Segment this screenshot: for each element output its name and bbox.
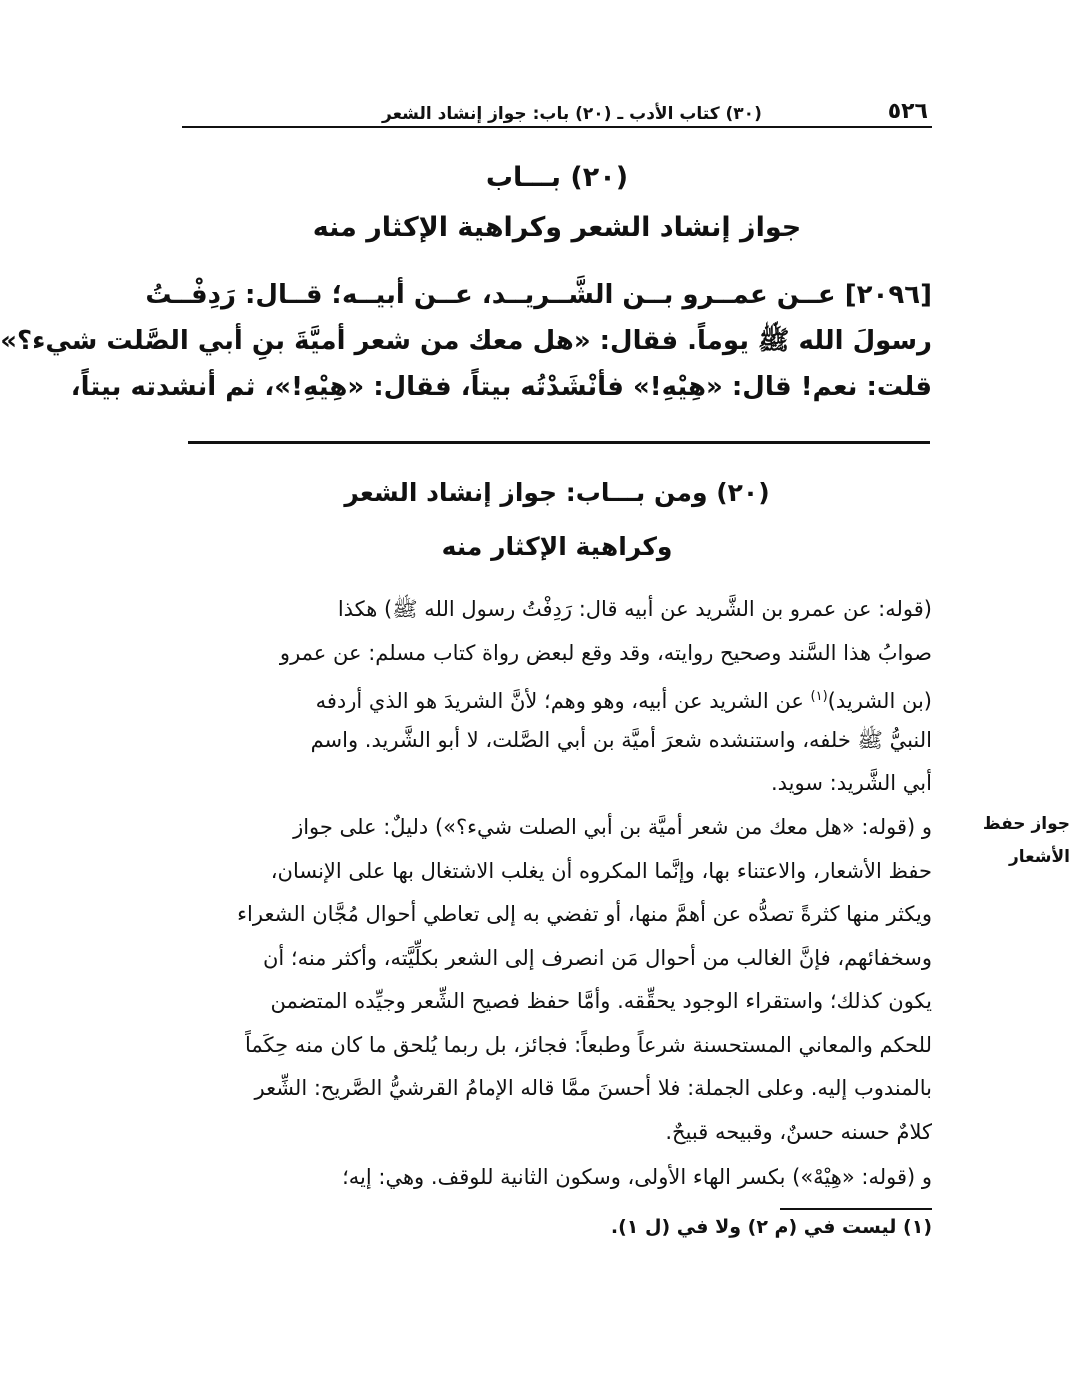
commentary-line: و (قوله: «هِيْهْ») بكسر الهاء الأولى، وسكون الثانية للوقف. وهي: إيه؛ [342,1165,932,1189]
hadith-line: رسولَ الله ﷺ يوماً. فقال: «هل معك من شعر أميَّةَ بنِ أبي الصَّلت شيء؟» [0,326,932,356]
hadith-line: [٢٠٩٦] عــن عمــرو بــن الشَّــريــد، عــن أبيــه؛ قــال: رَدِفْــتُ [145,280,932,310]
footnote: (١) ليست في (م ٢) ولا في (ل ١). [610,1216,932,1238]
hadith-text [0,272,932,410]
commentary-line [182,675,932,719]
section-separator [188,441,930,444]
commentary-line: النبيُّ ﷺ خلفه، واستنشده شعرَ أميَّة بن أبي الصَّلت، لا أبو الشَّريد. واسم [310,727,932,752]
chapter-heading-title: جواز إنشاد الشعر وكراهية الإكثار منه [312,212,802,243]
footnote-rule [780,1208,932,1210]
commentary-subheading: وكراهية الإكثار منه [441,532,673,561]
commentary-paragraph-2 [182,806,932,1154]
commentary-line: أبي الشَّريد: سويد. [770,771,932,795]
footnote-reference: (١) [810,689,828,704]
commentary-line: و (قوله: «هل معك من شعر أميَّة بن أبي الصلت شيء؟») دليلٌ: على جواز [293,815,932,839]
hadith-line: قلت: نعم! قال: «هِيْهِ!» فأنْشَدْتُه بيتاً، فقال: «هِيْهِ!»، ثم أنشدته بيتاً، [70,372,932,402]
commentary-line: وسخفائهم، فإنَّ الغالب من أحوال مَن انصرف إلى الشعر بكلِّيَّته، وأكثر منه؛ أن [262,945,932,970]
commentary-line: صوابُ هذا السَّند وصحيح روايته، وقد وقع لبعض رواة كتاب مسلم: عن عمرو [279,640,932,665]
commentary-line: (قوله: عن عمرو بن الشَّريد عن أبيه قال: رَدِفْتُ رسول الله ﷺ) هكذا [337,597,932,621]
commentary-line: بالمندوب إليه. وعلى الجملة: فلا أحسنَ ممَّا قاله الإمامُ القرشيُّ الصَّريح: الشِّعر [254,1076,932,1100]
commentary-line-end: عن الشريد عن أبيه، وهو وهم؛ لأنَّ الشريدَ هو الذي أردفه [315,689,811,713]
commentary-paragraph-3 [182,1156,932,1200]
commentary-line: للحكم والمعاني المستحسنة شرعاً وطبعاً: فجائز، بل ربما يُلحق ما كان منه حِكَماً [245,1032,932,1057]
commentary-paragraph-1 [182,588,932,806]
page-number: ٥٢٦ [887,99,928,124]
margin-note [960,808,1070,874]
commentary-line: حفظ الأشعار، والاعتناء بها، وإنَّما المكروه أن يغلب الاشتغال بها على الإنسان، [270,858,932,883]
running-header [182,96,932,128]
commentary-line-start: (بن الشريد) [827,689,932,713]
commentary-line: ويكثر منها كثرةً تصدُّه عن أهمَّ منها، أو تفضي به إلى تعاطي أحوال مُجَّان الشعراء [237,902,932,926]
running-title: (٣٠) كتاب الأدب ـ (٢٠) باب: جواز إنشاد الشعر [382,104,762,124]
commentary-line: كلامٌ حسنه حسنٌ، وقبيحه قبيحٌ. [665,1119,932,1144]
commentary-heading: (٢٠) ومن بـــاب: جواز إنشاد الشعر [344,478,770,507]
chapter-heading-number: (٢٠) بـــاب [485,162,629,193]
commentary-line: يكون كذلك؛ واستقراء الوجود يحقِّقه. وأمَّا حفظ فصيح الشِّعر وجيِّده المتضمن [270,989,932,1013]
margin-note-line: جواز حفظ [982,814,1070,834]
margin-note-line: الأشعار [1009,847,1070,867]
